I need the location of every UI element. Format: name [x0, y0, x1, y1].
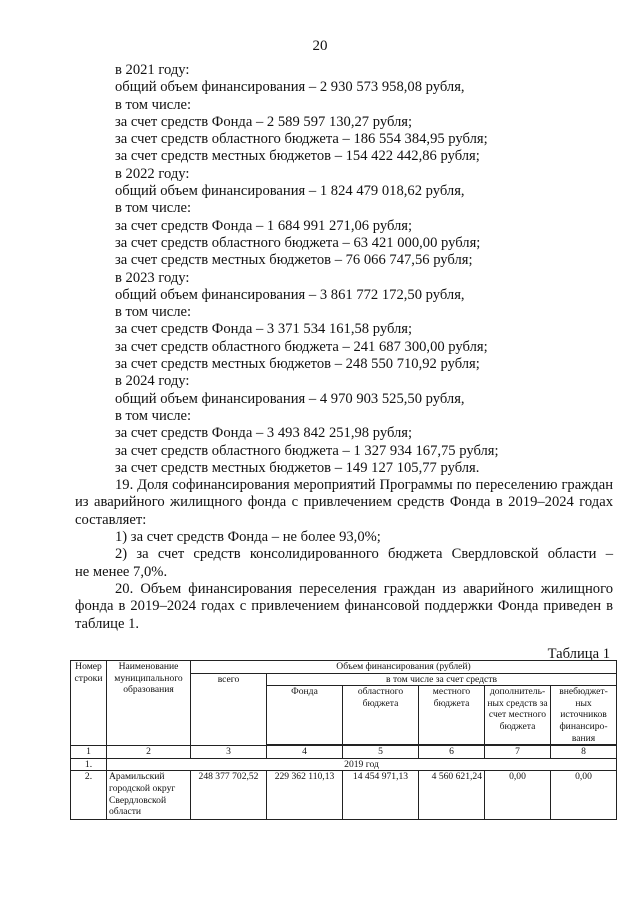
header-funding-volume: Объем финансирования (рублей)	[191, 661, 617, 674]
funding-line: в том числе:	[115, 96, 192, 113]
column-number: 3	[191, 745, 267, 758]
column-number: 4	[267, 745, 343, 758]
funding-table	[70, 660, 617, 820]
table-caption: Таблица 1	[547, 646, 610, 662]
funding-line: в 2023 году:	[115, 269, 190, 286]
column-number: 6	[419, 745, 485, 758]
header-municipality: Наименование муниципального образования	[107, 661, 191, 746]
funding-line: за счет средств местных бюджетов – 154 422 442,86 рубля;	[115, 148, 480, 165]
column-number: 2	[107, 745, 191, 758]
year-row-number: 1.	[71, 758, 107, 771]
funding-line: за счет средств местных бюджетов – 76 066 747,56 рубля;	[115, 252, 473, 269]
paragraph-19-item-2-text: 2) за счет средств консолидированного бюджета Свердловской области –	[115, 546, 613, 563]
header-regional: областного бюджета	[343, 686, 419, 745]
extrabudgetary-value: 0,00	[551, 771, 617, 820]
funding-line: за счет средств областного бюджета – 1 327 934 167,75 рубля;	[115, 442, 499, 459]
funding-line: за счет средств местных бюджетов – 149 127 105,77 рубля.	[115, 459, 480, 476]
paragraph-19-item-1: 1) за счет средств Фонда – не более 93,0%;	[115, 529, 381, 546]
paragraph-19	[75, 477, 613, 529]
funding-line: общий объем финансирования – 2 930 573 958,08 рубля,	[115, 79, 465, 96]
additional-value: 0,00	[485, 771, 551, 820]
header-total: всего	[191, 673, 267, 745]
column-number-row	[71, 745, 617, 758]
funding-line: общий объем финансирования – 1 824 479 018,62 рубля,	[115, 183, 465, 200]
funding-line: за счет средств Фонда – 3 371 534 161,58 рубля;	[115, 321, 413, 338]
header-local: местного бюджета	[419, 686, 485, 745]
column-number: 1	[71, 745, 107, 758]
paragraph-20-text: 20. Объем финансирования переселения граждан из аварийного жилищного фонда в 2019–2024 годах с привлечением финансовой поддержки Фонда приведен в таблице 1.	[75, 580, 613, 632]
funding-line: в том числе:	[115, 304, 192, 321]
column-number: 7	[485, 745, 551, 758]
funding-line: за счет средств областного бюджета – 186 554 384,95 рубля;	[115, 131, 488, 148]
funding-line: за счет средств областного бюджета – 63 421 000,00 рубля;	[115, 234, 481, 251]
funding-line: в том числе:	[115, 407, 192, 424]
header-additional: дополнитель-ных средств за счет местного бюджета	[485, 686, 551, 745]
funding-line: за счет средств Фонда – 2 589 597 130,27 рубля;	[115, 113, 413, 130]
funding-line: за счет средств местных бюджетов – 248 550 710,92 рубля;	[115, 356, 480, 373]
year-row-label: 2019 год	[107, 758, 617, 771]
funding-line: в том числе:	[115, 200, 192, 217]
funding-line: общий объем финансирования – 4 970 903 525,50 рубля,	[115, 390, 465, 407]
regional-value: 14 454 971,13	[343, 771, 419, 820]
funding-line: в 2024 году:	[115, 373, 190, 390]
header-fund: Фонда	[267, 686, 343, 745]
row-number: 2.	[71, 771, 107, 820]
funding-line: в 2021 году:	[115, 62, 190, 78]
fund-value: 229 362 110,13	[267, 771, 343, 820]
local-value: 4 560 621,24	[419, 771, 485, 820]
header-extrabudgetary: внебюджет-ных источников финансиро-вания	[551, 686, 617, 745]
paragraph-19-item-2-line-2: не менее 7,0%.	[75, 563, 168, 580]
funding-line: за счет средств областного бюджета – 241 687 300,00 рубля;	[115, 338, 488, 355]
table-header-row-1	[71, 661, 617, 674]
municipality-name: Арамильский городской округ Свердловской области	[107, 771, 191, 820]
column-number: 5	[343, 745, 419, 758]
funding-line: за счет средств Фонда – 1 684 991 271,06 рубля;	[115, 217, 413, 234]
paragraph-19-item-2-line-1	[75, 546, 613, 563]
column-number: 8	[551, 745, 617, 758]
funding-lines	[75, 62, 613, 477]
paragraph-20	[75, 581, 613, 633]
table-row	[71, 771, 617, 820]
funding-line: в 2022 году:	[115, 165, 190, 182]
page-number: 20	[312, 38, 328, 54]
document-body	[75, 62, 613, 633]
header-row-number: Номер строки	[71, 661, 107, 746]
year-row	[71, 758, 617, 771]
funding-line: общий объем финансирования – 3 861 772 172,50 рубля,	[115, 286, 465, 303]
paragraph-19-text: 19. Доля софинансирования мероприятий Программы по переселению граждан из аварийного жилищного фонда с привлечением средств Фонда в 2019–2024 годах составляет:	[75, 477, 613, 528]
total-value: 248 377 702,52	[191, 771, 267, 820]
header-including: в том числе за счет средств	[267, 673, 617, 686]
funding-line: за счет средств Фонда – 3 493 842 251,98 рубля;	[115, 425, 413, 442]
